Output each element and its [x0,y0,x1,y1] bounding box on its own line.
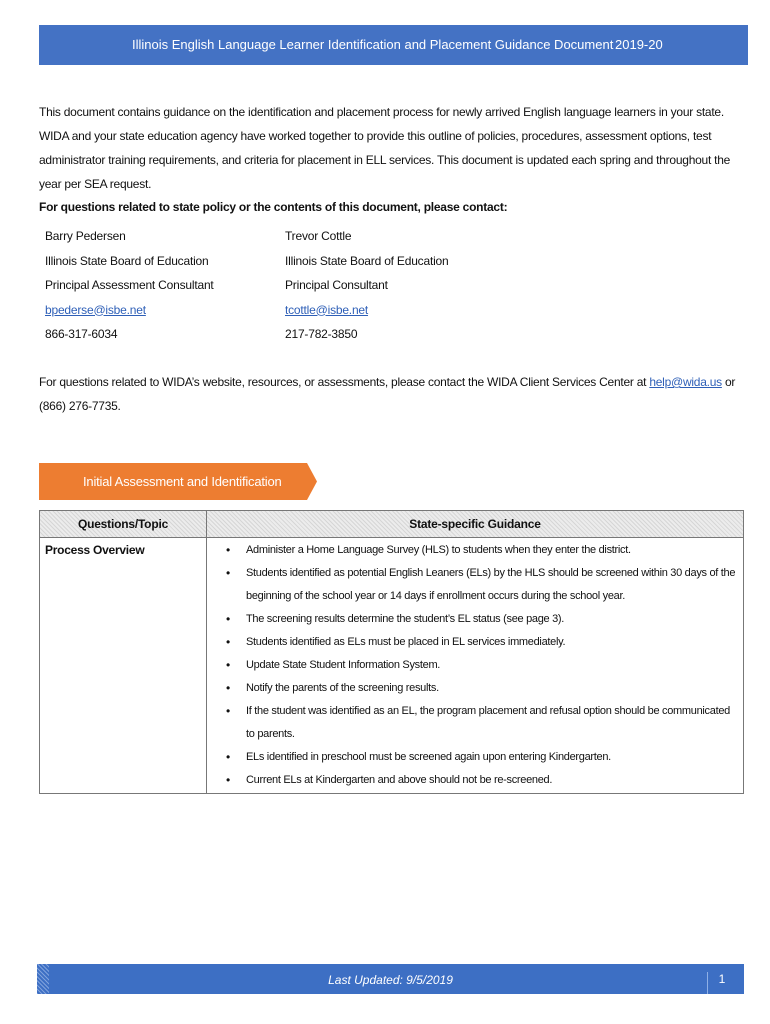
footer-bar [37,964,744,994]
contact-card-pedersen [45,224,214,347]
footer-edge-pattern [37,964,49,994]
header-questions-topic: Questions/Topic [77,517,169,531]
wida-email-link[interactable]: help@wida.us [649,375,722,389]
header-banner [39,25,748,65]
row-topic-process-overview: Process Overview [45,543,145,557]
list-item: • Students identified as ELs must be placed in EL services immediately. [226,631,736,654]
footer-page-box [707,972,737,994]
intro-paragraph: This document contains guidance on the identification and placement process for newly arrived English language learners in your state. WIDA and your state education agency have worked together to provide this outline of policies, procedures, assessment options, test administrator training requirements, and criteria for placement in ELL services. This document is updated each spring and throughout the year per SEA request. [39,105,731,191]
contact-card-cottle [285,224,449,347]
list-item: • ELs identified in preschool must be screened again upon entering Kindergarten. [226,746,736,769]
last-updated: Last Updated: 9/5/2019 [328,973,453,987]
header-state-guidance: State-specific Guidance [409,517,541,531]
contact-phone: 217-782-3850 [285,327,358,341]
contact-org: Illinois State Board of Education [285,253,449,268]
contact-email-link[interactable]: bpederse@isbe.net [45,302,146,317]
list-item: • Students identified as potential English Leaners (ELs) by the HLS should be screened within 30 days of the beginning of the school year or 14 days if enrollment occurs during the school year. [226,562,736,608]
wida-note-after: or (866) 276-7735. [39,375,736,413]
guidance-bullet-list [226,539,736,792]
document-title: Illinois English Language Learner Identification and Placement Guidance Document [132,37,614,52]
section-tab [39,463,317,500]
wida-note-before: For questions related to WIDA’s website, resources, or assessments, please contact the WIDA Client Services Center at [39,375,650,389]
contact-heading: For questions related to state policy or the contents of this document, please contact: [39,200,508,214]
last-updated-date: 9/5/2019 [406,973,453,987]
contact-email-link[interactable]: tcottle@isbe.net [285,302,369,317]
list-item: • Current ELs at Kindergarten and above should not be re-screened. [226,769,736,792]
section-title: Initial Assessment and Identification [83,474,282,489]
list-item: • The screening results determine the student’s EL status (see page 3). [226,608,736,631]
contact-phone: 866-317-6034 [45,327,118,341]
contact-role: Principal Assessment Consultant [45,278,214,292]
contact-name: Trevor Cottle [285,229,352,243]
contact-org: Illinois State Board of Education [45,253,209,268]
column-divider [206,511,207,793]
list-item: • Administer a Home Language Survey (HLS) to students when they enter the district. [226,539,736,562]
contact-name: Barry Pedersen [45,229,126,243]
last-updated-label: Last Updated [328,973,400,987]
document-year: 2019-20 [615,37,663,52]
page-number: 1 [718,972,726,986]
list-item: • Update State Student Information System. [226,654,736,677]
contact-role: Principal Consultant [285,278,388,292]
list-item: • Notify the parents of the screening results. [226,677,736,700]
list-item: • If the student was identified as an EL, the program placement and refusal option should be communicated to parents. [226,700,736,746]
guidance-table [39,510,744,794]
wida-contact-note [39,370,739,418]
